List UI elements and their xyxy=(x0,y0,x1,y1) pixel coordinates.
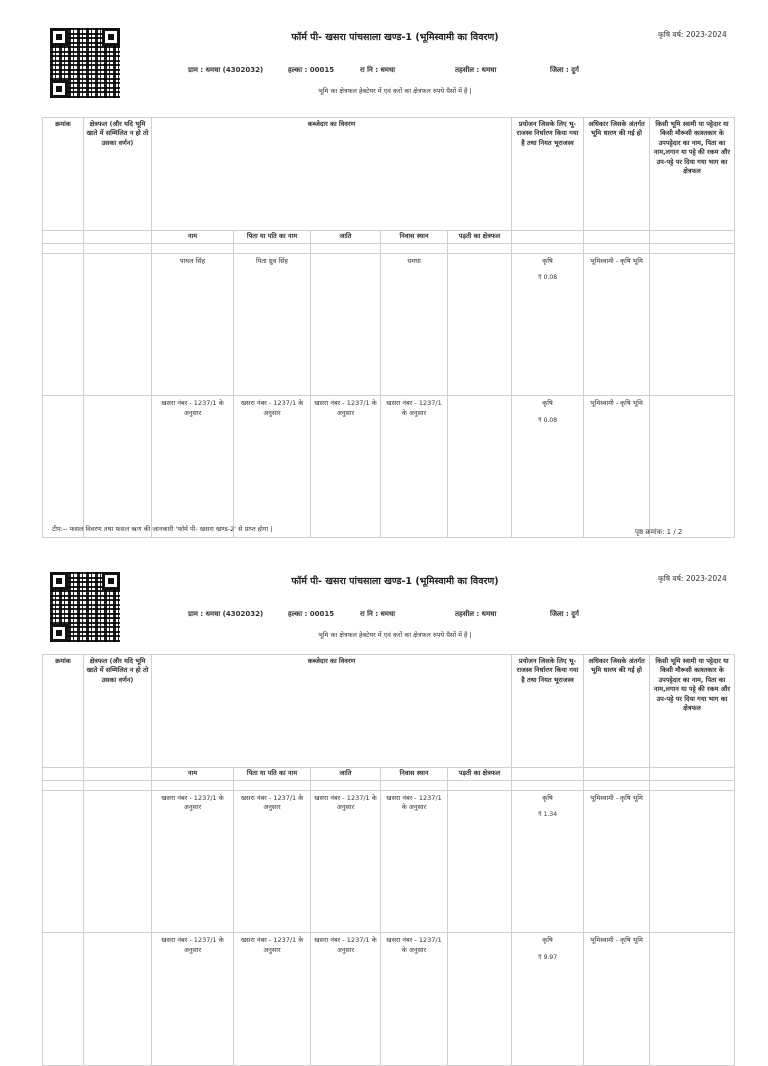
owner-name: खसरा नंबर - 1237/1 के अनुसार xyxy=(152,933,234,1066)
caste: खसरा नंबर - 1237/1 के अनुसार xyxy=(311,791,381,933)
caste xyxy=(311,254,381,396)
right-type: भूमिस्वामी - कृषि भूमि xyxy=(584,254,650,396)
col-kramank: क्रमांक xyxy=(43,118,84,231)
col-prayojan: प्रयोजन जिसके लिए भू-राजस्व निर्धारण किया गया है तथा नियत भूराजस्व xyxy=(512,118,584,231)
sub-jati: जाति xyxy=(311,231,381,244)
revenue-inspector: रा नि : धमधा xyxy=(360,610,396,618)
owner-name: खसरा नंबर - 1237/1 के अनुसार xyxy=(152,791,234,933)
halka: हल्का : 00015 xyxy=(288,66,335,74)
right-type: भूमिस्वामी - कृषि भूमि xyxy=(584,933,650,1066)
area-note: भूमि का क्षेत्रफल हेक्टेयर में एवं करों का क्षेत्रफल रुपये पैसों में है | xyxy=(318,631,472,639)
village: ग्राम : धमधा (4302032) xyxy=(188,66,264,74)
col-kramank: क्रमांक xyxy=(43,655,84,768)
caste: खसरा नंबर - 1237/1 के अनुसार xyxy=(311,933,381,1066)
right-type: भूमिस्वामी - कृषि भूमि xyxy=(584,396,650,538)
sub-niwas: निवास स्थान xyxy=(381,768,448,781)
col-kisi-bhumi: किसी भूमि स्वामी या पट्टेदार या किसी मौरूसी काश्तकार के उपपट्टेदार का नाम, पिता का नाम,लगान या पट्टे की रकम और उप-पट्टे पर दिया गया भाग का क्षेत्रफल xyxy=(650,655,735,768)
right-type: भूमिस्वामी - कृषि भूमि xyxy=(584,791,650,933)
sub-naam: नाम xyxy=(152,768,234,781)
table-row xyxy=(43,933,735,1066)
father-name: पिता ध्रुव सिंह xyxy=(234,254,311,396)
father-name: खसरा नंबर - 1237/1 के अनुसार xyxy=(234,396,311,538)
col-adhikar: अधिकार जिसके अंतर्गत भूमि धारण की गई हो xyxy=(584,655,650,768)
purpose: कृषि ₹ 0.08 xyxy=(512,254,584,396)
father-name: खसरा नंबर - 1237/1 के अनुसार xyxy=(234,791,311,933)
residence: खसरा नंबर - 1237/1 के अनुसार xyxy=(381,933,448,1066)
page-number: पृष्ठ क्रमांक: 1 / 2 xyxy=(635,528,683,536)
sub-jati: जाति xyxy=(311,768,381,781)
revenue-amount: ₹ 0.08 xyxy=(537,274,558,282)
col-prayojan: प्रयोजन जिसके लिए भू-राजस्व निर्धारण किया गया है तथा नियत भूराजस्व xyxy=(512,655,584,768)
area-note: भूमि का क्षेत्रफल हेक्टेयर में एवं करों का क्षेत्रफल रुपये पैसों में है | xyxy=(318,87,472,95)
revenue-amount: ₹ 1.34 xyxy=(537,811,558,819)
revenue-amount: ₹ 9.97 xyxy=(537,953,558,961)
residence: धमधा xyxy=(381,254,448,396)
qr-code xyxy=(50,28,120,98)
sub-padti: पड़ती का क्षेत्रफल xyxy=(448,768,512,781)
owner-name: खसरा नंबर - 1237/1 के अनुसार xyxy=(152,396,234,538)
sub-pita: पिता या पति का नाम xyxy=(234,231,311,244)
district: जिला : दुर्ग xyxy=(550,610,579,618)
sub-pita: पिता या पति का नाम xyxy=(234,768,311,781)
form-title: फॉर्म पी- खसरा पांचसाला खण्ड-1 (भूमिस्वामी का विवरण) xyxy=(291,32,499,43)
table-row xyxy=(43,254,735,396)
village: ग्राम : धमधा (4302032) xyxy=(188,610,264,618)
agri-year: कृषि वर्ष: 2023-2024 xyxy=(658,30,727,39)
col-kabjedar: कब्जेदार का विवरण xyxy=(152,655,512,768)
halka: हल्का : 00015 xyxy=(288,610,335,618)
purpose: कृषि ₹ 0.08 xyxy=(512,396,584,538)
form-title: फॉर्म पी- खसरा पांचसाला खण्ड-1 (भूमिस्वामी का विवरण) xyxy=(291,576,499,587)
purpose: कृषि ₹ 1.34 xyxy=(512,791,584,933)
footnote: टीप:-- फसल विवरण तथा फसल ऋण की जानकारी 'फॉर्म पी- खसरा खण्ड-2' से प्राप्त होगा | xyxy=(52,525,273,533)
father-name: खसरा नंबर - 1237/1 के अनुसार xyxy=(234,933,311,1066)
table-row xyxy=(43,791,735,933)
revenue-inspector: रा नि : धमधा xyxy=(360,66,396,74)
col-kshetrafal: क्षेत्रफल (और यदि भूमि खाते में सम्मिलित न हो तो उसका वर्णन) xyxy=(84,655,152,768)
col-adhikar: अधिकार जिसके अंतर्गत भूमि धारण की गई हो xyxy=(584,118,650,231)
col-kabjedar: कब्जेदार का विवरण xyxy=(152,118,512,231)
sub-padti: पड़ती का क्षेत्रफल xyxy=(448,231,512,244)
owner-name: पायल सिंह xyxy=(152,254,234,396)
agri-year: कृषि वर्ष: 2023-2024 xyxy=(658,574,727,583)
residence: खसरा नंबर - 1237/1 के अनुसार xyxy=(381,791,448,933)
col-kisi-bhumi: किसी भूमि स्वामी या पट्टेदार या किसी मौरूसी काश्तकार के उपपट्टेदार का नाम, पिता का नाम,लगान या पट्टे की रकम और उप-पट्टे पर दिया गया भाग का क्षेत्रफल xyxy=(650,118,735,231)
purpose: कृषि ₹ 9.97 xyxy=(512,933,584,1066)
qr-code xyxy=(50,572,120,642)
tehsil: तहसील : धमधा xyxy=(455,66,497,74)
sub-naam: नाम xyxy=(152,231,234,244)
khasra-table xyxy=(42,117,735,538)
residence: खसरा नंबर - 1237/1 के अनुसार xyxy=(381,396,448,538)
table-row xyxy=(43,396,735,538)
caste: खसरा नंबर - 1237/1 के अनुसार xyxy=(311,396,381,538)
tehsil: तहसील : धमधा xyxy=(455,610,497,618)
khasra-table xyxy=(42,654,735,1066)
col-kshetrafal: क्षेत्रफल (और यदि भूमि खाते में सम्मिलित न हो तो उसका वर्णन) xyxy=(84,118,152,231)
revenue-amount: ₹ 0.08 xyxy=(537,416,558,424)
district: जिला : दुर्ग xyxy=(550,66,579,74)
sub-niwas: निवास स्थान xyxy=(381,231,448,244)
